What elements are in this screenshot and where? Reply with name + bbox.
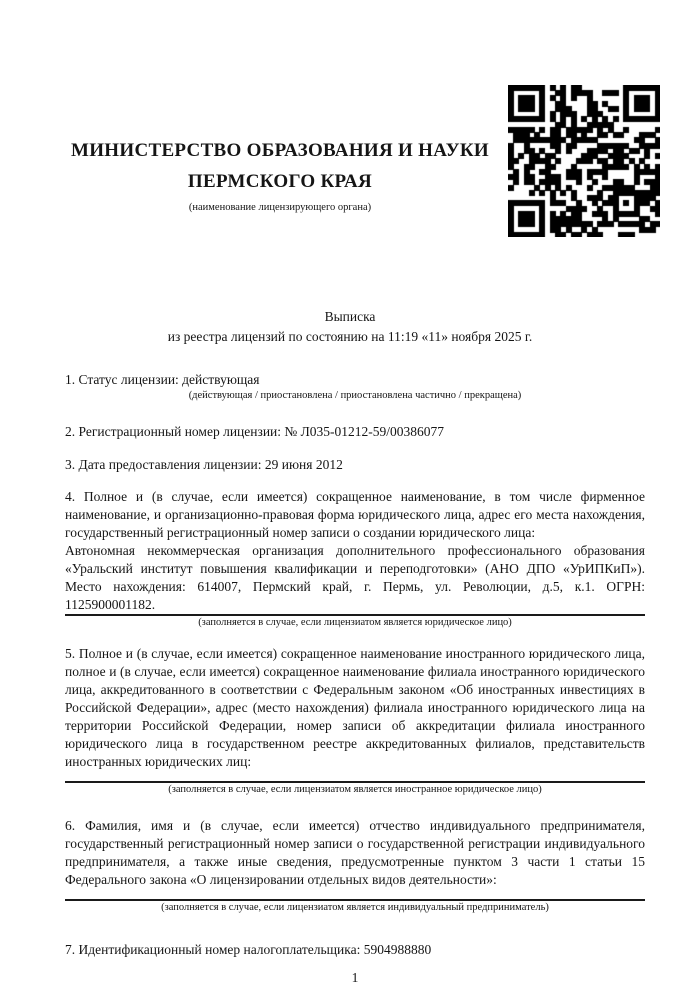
qr-code <box>508 85 660 237</box>
item-2-registration-number: 2. Регистрационный номер лицензии: № Л035-01212-59/00386077 <box>65 424 445 439</box>
item-6-caption: (заполняется в случае, если лицензиатом является индивидуальный предприниматель) <box>161 902 549 913</box>
ministry-name-line1: МИНИСТЕРСТВО ОБРАЗОВАНИЯ И НАУКИ <box>70 140 490 161</box>
item-4-caption: (заполняется в случае, если лицензиатом является юридическое лицо) <box>198 617 512 628</box>
item-4-legal-entity-value: Автономная некоммерческая организация дополнительного профессионального образования «Уральский институт повышения квалификации и переподготовки» (АНО ДПО «УрИПКиП»). Место нахождения: 614007, Пермский край, г. Пермь, ул. Революции, д.5, к.1. ОГРН: 1125900001182. <box>65 543 645 612</box>
ministry-caption: (наименование лицензирующего органа) <box>188 202 372 213</box>
qr-code-container <box>508 85 660 237</box>
licensing-authority-block <box>70 135 490 215</box>
item-1-caption: (действующая / приостановлена / приостановлена частично / прекращена) <box>188 390 522 401</box>
item-7-taxpayer-number: 7. Идентификационный номер налогоплательщика: 5904988880 <box>65 942 432 957</box>
item-1-status: 1. Статус лицензии: действующая <box>65 372 260 387</box>
title-line1: Выписка <box>324 309 376 324</box>
document-title <box>0 307 700 347</box>
item-5-caption: (заполняется в случае, если лицензиатом является иностранное юридическое лицо) <box>168 784 542 795</box>
item-6-entrepreneur-label: 6. Фамилия, имя и (в случае, если имеется) отчество индивидуального предпринимателя, государственный регистрационный номер записи о государственной регистрации индивидуального предпринимателя, а также иные сведения, предусмотренные пунктом 3 части 1 статьи 15 Федерального закона «О лицензировании отдельных видов деятельности»: <box>65 818 645 887</box>
item-5-foreign-entity-label: 5. Полное и (в случае, если имеется) сокращенное наименование иностранного юридического лица, полное и (в случае, если имеется) сокращенное наименование филиала иностранного юридического лица, аккредитованного в соответствии с Федеральным законом «Об иностранных инвестициях в Российской Федерации», адрес (место нахождения) филиала иностранного юридического лица на территории Российской Федерации, номер записи об аккредитации филиала иностранного юридического лица в государственном реестре аккредитованных филиалов, представительств иностранных юридических лиц: <box>65 646 645 769</box>
document-header <box>70 85 660 237</box>
ministry-name-line2: ПЕРМСКОГО КРАЯ <box>187 171 373 192</box>
item-3-grant-date: 3. Дата предоставления лицензии: 29 июня 2012 <box>65 457 343 472</box>
document-body <box>65 371 645 987</box>
title-line2: из реестра лицензий по состоянию на 11:19 «11» ноября 2025 г. <box>167 329 533 344</box>
item-4-legal-entity-label: 4. Полное и (в случае, если имеется) сокращенное наименование, в том числе фирменное наименование, и организационно-правовая форма юридического лица, адрес его места нахождения, государственный регистрационный номер записи о создании юридического лица: <box>65 489 645 540</box>
page-number: 1 <box>351 970 359 985</box>
